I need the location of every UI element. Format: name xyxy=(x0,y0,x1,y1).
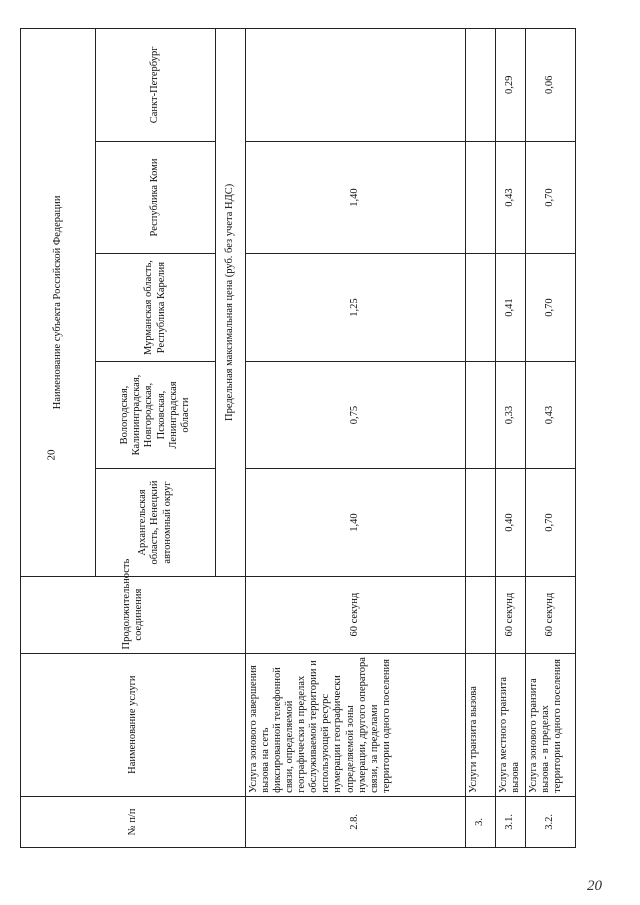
corner-page-mark: 20 xyxy=(587,878,602,894)
row-price xyxy=(466,254,496,361)
header-service: Наименование услуги xyxy=(21,653,246,796)
row-price: 0,43 xyxy=(496,141,526,254)
row-service: Услуга зонового транзита вызова - в пределах территории одного поселения xyxy=(526,653,576,796)
row-price: 0,06 xyxy=(526,29,576,142)
row-price xyxy=(466,141,496,254)
tariff-table xyxy=(20,28,576,848)
header-num: № п/п xyxy=(21,796,246,847)
row-price xyxy=(466,361,496,468)
rotated-table-container xyxy=(20,28,575,848)
row-num: 3.1. xyxy=(496,796,526,847)
header-region-1: Архангельская область, Ненецкий автономный округ xyxy=(96,469,216,576)
table-row xyxy=(526,29,576,848)
row-num: 3. xyxy=(466,796,496,847)
row-price xyxy=(466,29,496,142)
row-service: Услуги транзита вызова xyxy=(466,653,496,796)
row-price: 0,43 xyxy=(526,361,576,468)
header-price-caption: Предельная максимальная цена (руб. без учета НДС) xyxy=(216,29,246,577)
row-price: 0,70 xyxy=(526,469,576,576)
row-price xyxy=(466,469,496,576)
header-region-4: Республика Коми xyxy=(96,141,216,254)
row-num: 3.2. xyxy=(526,796,576,847)
page-number: 20 xyxy=(45,449,58,461)
row-num: 2.8. xyxy=(246,796,466,847)
row-duration xyxy=(466,576,496,653)
row-price xyxy=(246,29,466,142)
table-row xyxy=(496,29,526,848)
row-price: 0,75 xyxy=(246,361,466,468)
header-duration: Продолжительность соединения xyxy=(21,576,246,653)
row-price: 0,40 xyxy=(496,469,526,576)
header-region-3: Мурманская область, Республика Карелия xyxy=(96,254,216,361)
row-price: 0,70 xyxy=(526,141,576,254)
header-federation: Наименование субъекта Российской Федерации xyxy=(21,29,96,577)
header-region-2: Вологодская, Калининградская, Новгородская, Псковская, Ленинградская области xyxy=(96,361,216,468)
row-price: 1,25 xyxy=(246,254,466,361)
row-service: Услуга зонового завершения вызова на сеть фиксированной телефонной связи, определяемой географически в пределах обслуживаемой территории и использующей ресурс нумерации географически определяемой зоны нумерации, другого оператора связи, за пределами территории одного поселения xyxy=(246,653,466,796)
header-region-5: Санкт-Петербург xyxy=(96,29,216,142)
row-price: 0,29 xyxy=(496,29,526,142)
row-service: Услуга местного транзита вызова xyxy=(496,653,526,796)
row-duration: 60 секунд xyxy=(526,576,576,653)
row-price: 1,40 xyxy=(246,469,466,576)
table-row xyxy=(246,29,466,848)
row-price: 0,41 xyxy=(496,254,526,361)
row-price: 1,40 xyxy=(246,141,466,254)
row-price: 0,70 xyxy=(526,254,576,361)
table-row xyxy=(466,29,496,848)
row-price: 0,33 xyxy=(496,361,526,468)
row-duration: 60 секунд xyxy=(246,576,466,653)
row-duration: 60 секунд xyxy=(496,576,526,653)
